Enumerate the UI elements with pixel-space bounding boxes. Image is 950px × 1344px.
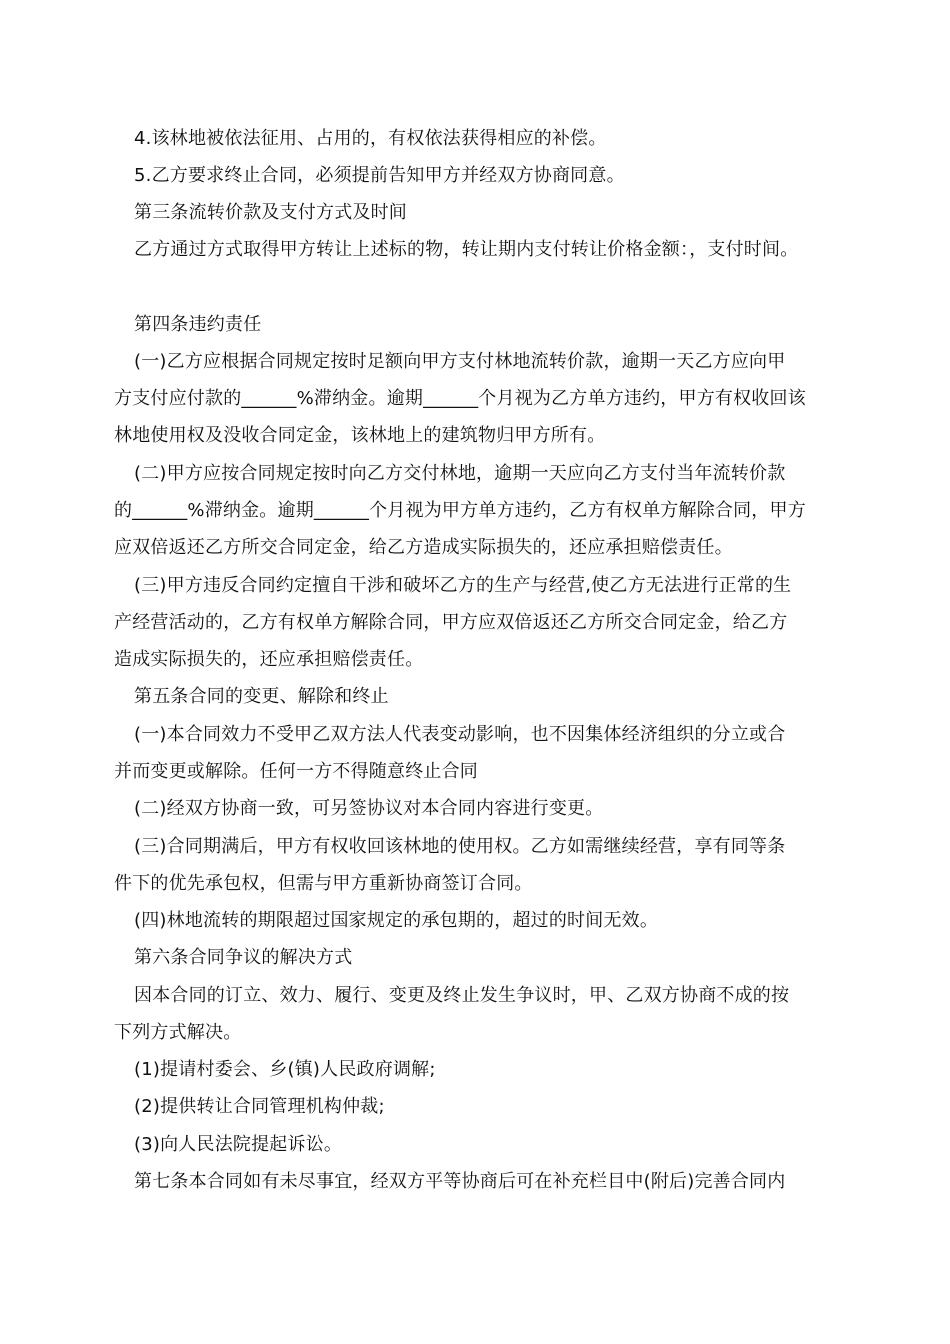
article-3-body: 乙方通过方式取得甲方转让上述标的物，转让期内支付转让价格金额：，支付时间。 — [134, 239, 799, 260]
article-4-item-1-line-3: 林地使用权及没收合同定金，该林地上的建筑物归甲方所有。 — [114, 425, 606, 446]
article-6-option-3: (3)向人民法院提起诉讼。 — [134, 1134, 343, 1155]
article-3-heading: 第三条流转价款及支付方式及时间 — [134, 202, 407, 223]
article-7-line-1: 第七条本合同如有未尽事宜，经双方平等协商后可在补充栏目中(附后)完善合同内 — [134, 1171, 786, 1192]
article-4-item-2-line-3: 应双倍返还乙方所交合同定金，给乙方造成实际损失的，还应承担赔偿责任。 — [114, 537, 733, 558]
clause-item-4: 4.该林地被依法征用、占用的，有权依法获得相应的补偿。 — [134, 128, 607, 149]
article-6-body-line-1: 因本合同的订立、效力、履行、变更及终止发生争议时，甲、乙双方协商不成的按 — [134, 985, 790, 1006]
article-4-item-1-line-1: (一)乙方应根据合同规定按时足额向甲方支付林地流转价款，逾期一天乙方应向甲 — [134, 351, 786, 372]
article-5-item-2: (二)经双方协商一致，可另签协议对本合同内容进行变更。 — [134, 798, 604, 819]
clause-item-5: 5.乙方要求终止合同，必须提前告知甲方并经双方协商同意。 — [134, 165, 625, 186]
article-6-option-2: (2)提供转让合同管理机构仲裁; — [134, 1096, 385, 1117]
article-4-item-1-line-2: 方支付应付款的______%滞纳金。逾期______个月视为乙方单方违约，甲方有权收回该 — [114, 388, 806, 409]
article-6-body-line-2: 下列方式解决。 — [114, 1022, 242, 1043]
article-4-item-2-line-1: (二)甲方应按合同规定按时向乙方交付林地，逾期一天应向乙方支付当年流转价款 — [134, 463, 786, 484]
article-4-item-3-line-1: (三)甲方违反合同约定擅自干涉和破坏乙方的生产与经营,使乙方无法进行正常的生 — [134, 575, 792, 596]
article-5-item-1-line-1: (一)本合同效力不受甲乙双方法人代表变动影响，也不因集体经济组织的分立或合 — [134, 724, 786, 745]
article-5-item-3-line-1: (三)合同期满后，甲方有权收回该林地的使用权。乙方如需继续经营，享有同等条 — [134, 836, 786, 857]
article-4-item-3-line-2: 产经营活动的，乙方有权单方解除合同，甲方应双倍返还乙方所交合同定金，给乙方 — [114, 612, 788, 633]
article-6-heading: 第六条合同争议的解决方式 — [134, 947, 353, 968]
article-5-item-3-line-2: 件下的优先承包权，但需与甲方重新协商签订合同。 — [114, 873, 533, 894]
article-5-item-4: (四)林地流转的期限超过国家规定的承包期的，超过的时间无效。 — [134, 910, 659, 931]
article-4-item-3-line-3: 造成实际损失的，还应承担赔偿责任。 — [114, 649, 424, 670]
article-4-heading: 第四条违约责任 — [134, 314, 262, 335]
article-5-item-1-line-2: 并而变更或解除。任何一方不得随意终止合同 — [114, 761, 478, 782]
article-4-item-2-line-2: 的______%滞纳金。逾期______个月视为甲方单方违约，乙方有权单方解除合同，甲方 — [114, 500, 806, 521]
article-5-heading: 第五条合同的变更、解除和终止 — [134, 686, 389, 707]
article-6-option-1: (1)提请村委会、乡(镇)人民政府调解; — [134, 1059, 436, 1080]
